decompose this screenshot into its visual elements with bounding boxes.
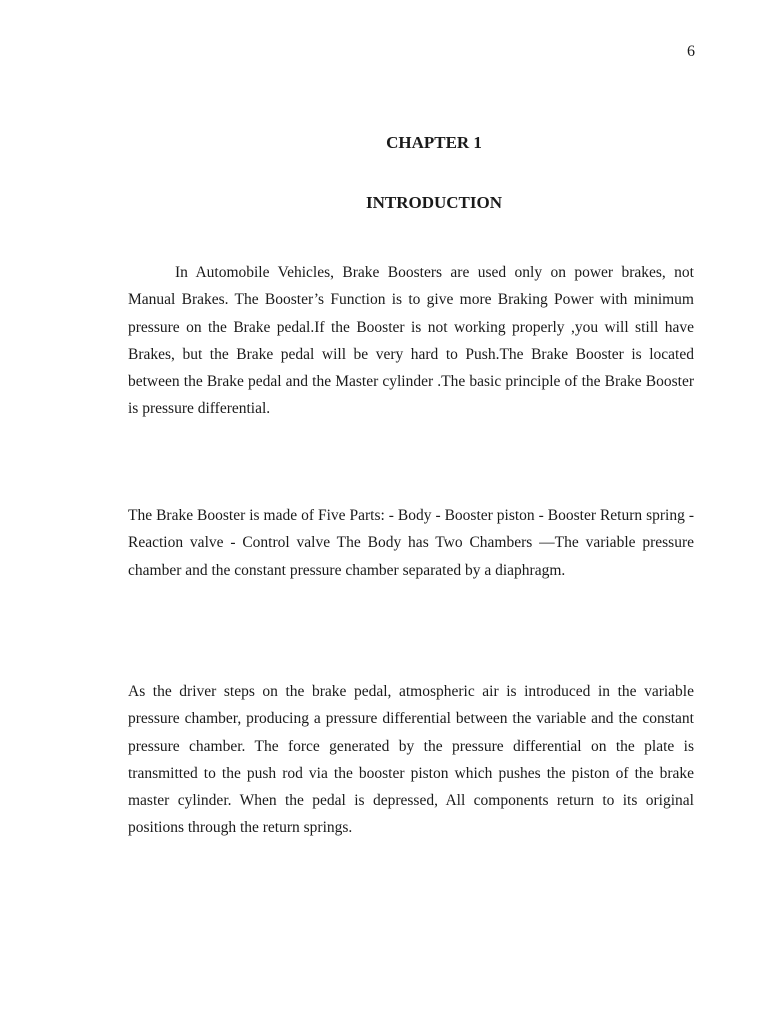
paragraph-2: The Brake Booster is made of Five Parts: - Body - Booster piston - Booster Return spring - Reaction valve - Control valve The Body has Two Chambers —The variable pressure chamber and the constant pressure chamber separated by a diaphragm. <box>128 507 694 579</box>
paragraph-1: In Automobile Vehicles, Brake Boosters are used only on power brakes, not Manual Brakes. The Booster’s Function is to give more Braking Power with minimum pressure on the Brake pedal.If the Booster is not working properly ,you will still have Brakes, but the Brake pedal will be very hard to Push.The Brake Booster is located between the Brake pedal and the Master cylinder .The basic principle of the Brake Booster is pressure differential. <box>128 264 694 418</box>
paragraph-3: As the driver steps on the brake pedal, atmospheric air is introduced in the variable pressure chamber, producing a pressure differential between the variable and the constant pressure chamber. The force generated by the pressure differential on the plate is transmitted to the push rod via the booster piston which pushes the piston of the brake master cylinder. When the pedal is depressed, All components return to its original positions through the return springs. <box>128 683 694 837</box>
page-number: 6 <box>687 43 695 60</box>
section-heading: INTRODUCTION <box>365 193 503 212</box>
chapter-heading: CHAPTER 1 <box>386 133 482 152</box>
